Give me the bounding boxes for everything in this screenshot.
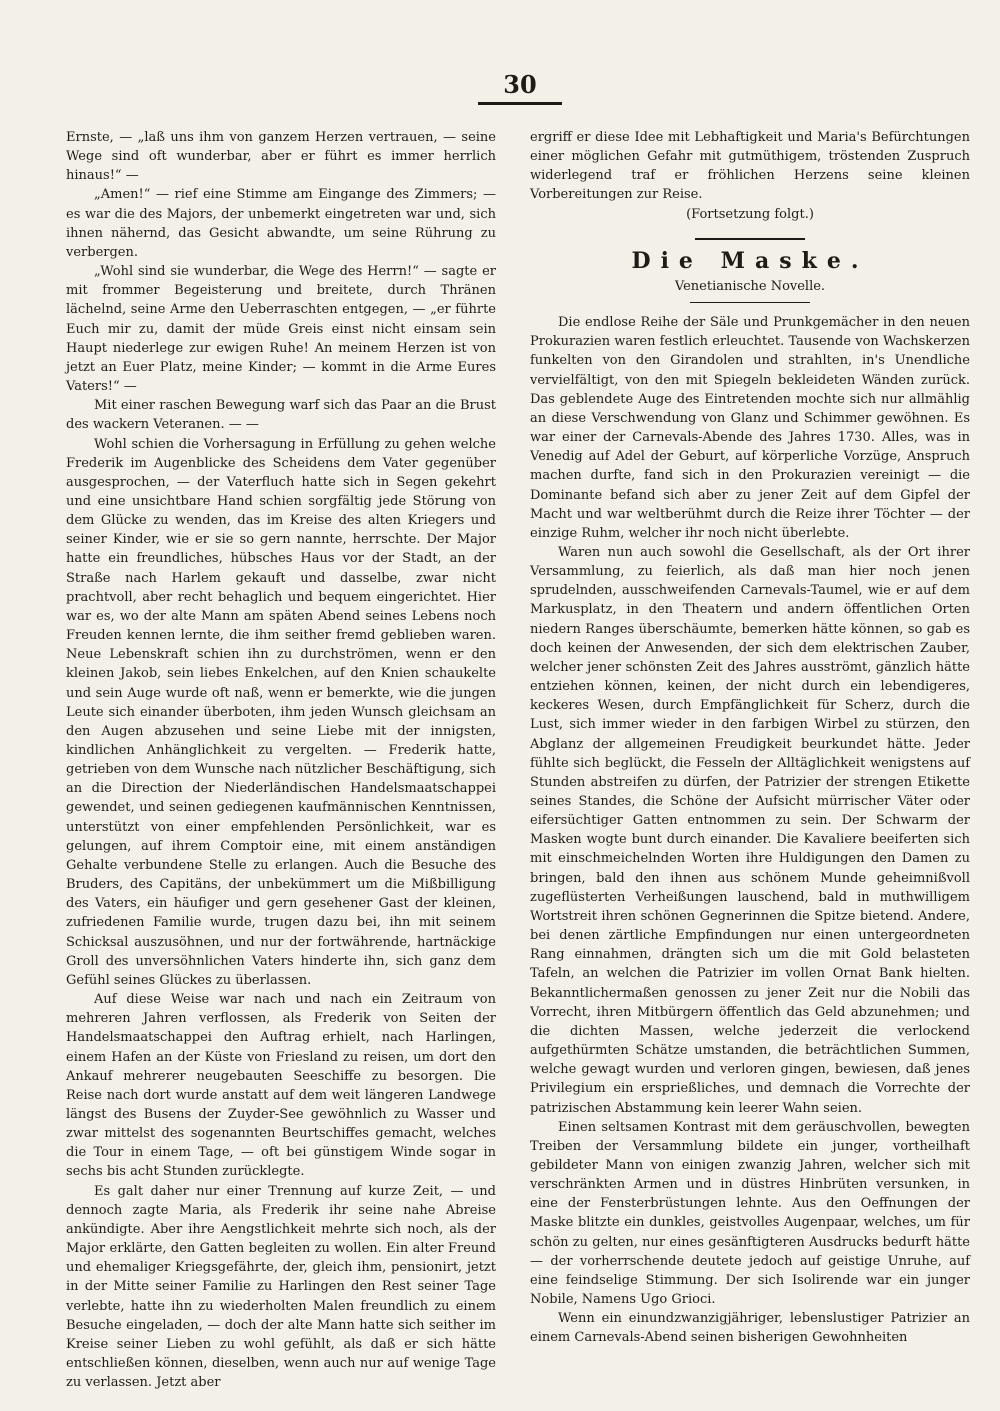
paragraph: Ernste, — „laß uns ihm von ganzem Herzen vertrauen, — seine Wege sind oft wunderbar, aber er führt es immer herrlich hinaus!“ — (66, 130, 496, 184)
paragraph: Waren nun auch sowohl die Gesellschaft, als der Ort ihrer Versammlung, zu feierlich, als daß man hier noch jenen sprudelnden, ausschweifenden Carnevals-Taumel, wie er auf dem Markusplatz, in den Theatern und andern öffentlichen Orten niedern Ranges überschäumte, bemerken hätte können, so gab es doch keinen der Anwesenden, der sich dem elektrischen Zauber, welcher jener schönsten Zeit des Jahres ausströmt, gänzlich hätte entziehen können, keinen, der nicht durch ein lebendigeres, keckeres Wesen, durch Empfänglichkeit für Scherz, durch die Lust, sich immer wieder in den farbigen Wirbel zu stürzen, den Abglanz der allgemeinen Freudigkeit beurkundet hätte. Jeder fühlte sich beglückt, die Fesseln der Alltäglichkeit wenigstens auf Stunden abstreifen zu dürfen, der Patrizier der strengen Etikette seines Standes, die Schöne der Aufsicht mürrischer Väter oder eifersüchtiger Gatten entnommen zu sein. Der Schwarm der Masken wogte bunt durch einander. Die Kavaliere beeiferten sich mit einschmeichelnden Worten ihre Huldigungen den Damen zu bringen, bald den ihnen aus schönem Munde geheimnißvoll zugeflüsterten Verheißungen lauschend, bald in muthwilligem Wortstreit ihren schönen Gegnerinnen die Spitze bietend. Andere, bei denen zärtliche Empfindungen nur einen untergeordneten Rang einnahmen, drängten sich um die mit Gold belasteten Tafeln, an welchen die Patrizier im vollen Ornat Bank hielten. Bekanntlichermaßen genossen zu jener Zeit nur die Nobili das Vorrecht, ihren Mitbürgern öffentlich das Geld abzunehmen; und die dichten Massen, welche jederzeit die verlockend aufgethürmten Schätze umstanden, die beträchtlichen Summen, welche gewagt wurden und verloren gingen, bewiesen, daß jenes Privilegium ein ersprießliches, und demnach die Vorrechte der patrizischen Abstammung kein leerer Wahn seien. (530, 544, 970, 1116)
story-title: Die Maske. (631, 247, 869, 274)
story-subtitle: Venetianische Novelle. (674, 278, 826, 294)
paragraph: Auf diese Weise war nach und nach ein Zeitraum von mehreren Jahren verflossen, als Frederik von Seiten der Handelsmaatschappei den Auftrag erhielt, nach Harlingen, einem Hafen an der Küste von Friesland zu reisen, um dort den Ankauf mehrerer neugebauten Seeschiffe zu besorgen. Die Reise nach dort wurde anstatt auf dem weit längeren Landwege längst des Busens der Zuyder-See gewöhnlich zu Wasser und zwar mittelst des sogenannten Beurtschiffes gemacht, welches die Tour in einem Tage, — oft bei günstigem Winde sogar in sechs bis acht Stunden zurücklegte. (66, 992, 496, 1180)
paragraph: Mit einer raschen Bewegung warf sich das Paar an die Brust des wackern Veteranen. — — (66, 398, 496, 433)
continuation-note: (Fortsetzung folgt.) (686, 206, 814, 222)
paragraph: Wohl schien die Vorhersagung in Erfüllung zu gehen welche Frederik im Augenblicke des Scheidens dem Vater gegenüber ausgesprochen, — der Vaterfluch hatte sich in Segen gekehrt und eine unsichtbare Hand schien sorgfältig jede Störung von dem Glücke zu wenden, das im Kreise des alten Kriegers und seiner Kinder, wie er sie so gern nannte, herrschte. Der Major hatte ein freundliches, hübsches Haus vor der Stadt, an der Straße nach Harlem gekauft und dasselbe, zwar nicht prachtvoll, aber recht behaglich und bequem eingerichtet. Hier war es, wo der alte Mann am späten Abend seines Lebens noch Freuden kennen lernte, die ihm seither fremd geblieben waren. Neue Lebenskraft schien ihn zu durchströmen, wenn er den kleinen Jakob, sein liebes Enkelchen, auf den Knien schaukelte und sein Auge wurde oft naß, wenn er bemerkte, wie die jungen Leute sich einander überboten, ihm jeden Wunsch gleichsam an den Augen abzusehen und seine Liebe mit der innigsten, kindlichen Anhänglichkeit zu vergelten. — Frederik hatte, getrieben von dem Wunsche nach nützlicher Beschäftigung, sich an die Direction der Niederländischen Handelsmaatschappei gewendet, und seinen gediegenen kaufmännischen Kenntnissen, unterstützt von einer empfehlenden Persönlichkeit, war es gelungen, auf ihrem Comptoir eine, mit einem anständigen Gehalte verbundene Stelle zu erlangen. Auch die Besuche des Bruders, des Capitäns, der unbekümmert um die Mißbilligung des Vaters, ein häufiger und gern gesehener Gast der kleinen, zufriedenen Familie wurde, trugen dazu bei, ihn mit seinem Schicksal auszusöhnen, und nur der fortwährende, hartnäckige Groll des unversöhnlichen Vaters hinderte ihn, sich ganz dem Gefühl seines Glückes zu überlassen. (66, 436, 496, 988)
paragraph: Wenn ein einundzwanzigjähriger, lebenslustiger Patrizier an einem Carnevals-Abend seinen bisherigen Gewohnheiten (530, 1311, 970, 1346)
section-separator (695, 238, 805, 240)
subtitle-rule (690, 302, 810, 303)
left-column (66, 128, 496, 1392)
right-column (530, 128, 970, 1348)
paragraph: ergriff er diese Idee mit Lebhaftigkeit und Maria's Befürchtungen einer möglichen Gefahr mit gutmüthigem, tröstenden Zuspruch widerlegend traf er fröhlichen Herzens seine kleinen Vorbereitungen zur Reise. (530, 130, 970, 203)
paragraph: Die endlose Reihe der Säle und Prunkgemächer in den neuen Prokurazien waren festlich erleuchtet. Tausende von Wachskerzen funkelten von den Girandolen und strahlten, in's Unendliche vervielfältigt, von den mit Spiegeln bekleideten Wänden zurück. Das geblendete Auge des Eintretenden mochte sich nur allmählig an diese Verschwendung von Glanz und Schimmer gewöhnen. Es war einer der Carnevals-Abende des Jahres 1730. Alles, was in Venedig auf Adel der Geburt, auf körperliche Vorzüge, Anspruch machen durfte, fand sich in den Prokurazien vereinigt — die Dominante befand sich aber zu jener Zeit auf dem Gipfel der Macht und war weltberühmt durch die Reize ihrer Töchter — der einzige Ruhm, welcher ihr noch nicht überlebte. (530, 315, 970, 541)
page-number: 30 (503, 70, 537, 99)
paragraph: „Wohl sind sie wunderbar, die Wege des Herrn!“ — sagte er mit frommer Begeisterung und breitete, durch Thränen lächelnd, seine Arme den Ueberraschten entgegen, — „er führte Euch mir zu, damit der müde Greis einst nicht einsam sein Haupt niederlege zur ewigen Ruhe! An meinem Herzen ist von jetzt an Euer Platz, meine Kinder; — kommt in die Arme Eures Vaters!“ — (66, 264, 496, 395)
paragraph: „Amen!“ — rief eine Stimme am Eingange des Zimmers; — es war die des Majors, der unbemerkt eingetreten war und, sich ihnen nähernd, das Gesicht abwandte, um seine Rührung zu verbergen. (66, 187, 496, 260)
header-rule (478, 102, 562, 105)
paragraph: Es galt daher nur einer Trennung auf kurze Zeit, — und dennoch zagte Maria, als Frederik ihr seine nahe Abreise ankündigte. Aber ihre Aengstlichkeit mehrte sich noch, als der Major erklärte, den Gatten begleiten zu wollen. Ein alter Freund und ehemaliger Kriegsgefährte, der, gleich ihm, pensionirt, jetzt in der Mitte seiner Familie zu Harlingen den Rest seiner Tage verlebte, hatte ihn zu wiederholten Malen freundlich zu einem Besuche eingeladen, — doch der alte Mann hatte sich seither im Kreise seiner Lieben zu wohl gefühlt, als daß er sich hätte entschließen können, dieselben, wenn auch nur auf wenige Tage zu verlassen. Jetzt aber (66, 1183, 496, 1391)
paragraph: Einen seltsamen Kontrast mit dem geräuschvollen, bewegten Treiben der Versammlung bildete ein junger, vortheilhaft gebildeter Mann von einigen zwanzig Jahren, welcher sich mit verschränkten Armen und in düstres Hinbrüten versunken, in eine der Fensterbrüstungen lehnte. Aus den Oeffnungen der Maske blitzte ein dunkles, geistvolles Augenpaar, welches, um für schön zu gelten, nur eines gesänftigteren Ausdrucks bedurft hätte — der vorherrschende deutete jedoch auf geistige Unruhe, auf eine feindselige Stimmung. Der sich Isolirende war ein junger Nobile, Namens Ugo Grioci. (530, 1119, 970, 1308)
